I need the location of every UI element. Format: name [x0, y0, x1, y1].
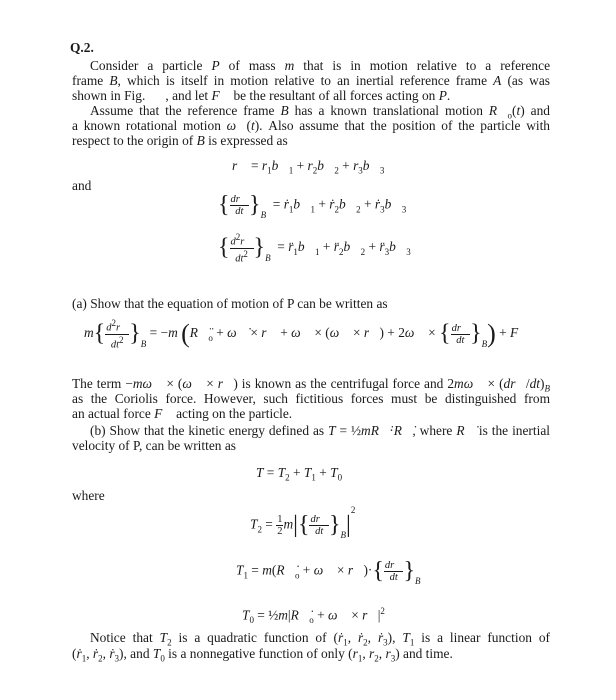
intro-line-1: Consider a particle P of mass m that is in motion relative to a reference: [90, 58, 551, 73]
part-b-line-2: velocity of P, can be written as: [72, 438, 236, 453]
equation-of-motion: m{ $\frac{d^2r⃗}{dt^2}$ }$_B = -m$ ($R⃗̈_o$ + ω⃗̇ × r⃗ + ω⃗ × (ω⃗ × r⃗) + 2ω⃗ × { $\frac{dr⃗}{dt}$ }$_B$) + F⃗: [84, 318, 529, 350]
note-line-1: The term −mω⃗ × (ω⃗ × r⃗) is known as the centrifugal force and 2mω⃗ × $(dr⃗/dt)_B$: [72, 376, 550, 394]
notice-line-2: (ṙ$_1$, ṙ$_2$, ṙ$_3$), and $T_0$ is a nonnegative function of only ($r_1$, $r_2$, $r_3$) and time.: [72, 646, 453, 664]
part-b-line-1: (b) Show that the kinetic energy defined as T = ½mR⃗̇·R⃗̇, where R⃗̇ is the inertial: [90, 423, 550, 438]
acceleration-equation: { $\frac{d^2r⃗}{dt^2}$ }$_B$ = $r̈_1b⃗_1$ + $r̈_2b⃗_2$ + $r̈_3b⃗_3$: [218, 232, 411, 264]
energy-sum-equation: $T = T_2 + T_1 + T_0$: [256, 465, 343, 483]
position-equation: r⃗ = $r_1b⃗_1$ + $r_2b⃗_2$ + $r_3b⃗_3$: [232, 158, 385, 176]
and-word: and: [72, 178, 92, 193]
part-a-prompt: (a) Show that the equation of motion of P can be written as: [72, 296, 388, 311]
notice-line-1: Notice that $T_2$ is a quadratic function of (ṙ$_1$, ṙ$_2$, ṙ$_3$), $T_1$ is a linear function of: [90, 630, 551, 648]
intro-line-6: respect to the origin of B is expressed as: [72, 133, 288, 148]
t1-equation: $T_1$ = $m(R⃗̇_o$ + ω⃗ × r⃗)·{ $\frac{dr⃗}{dt}$ }$_B$: [236, 558, 421, 587]
t2-equation: $T_2$ = $\frac{1}{2}$ m|{ $\frac{dr⃗}{dt}$ }$_B|^2$: [250, 505, 356, 541]
intro-line-4: Assume that the reference frame B has a known translational motion $R⃗_o(t)$ and: [90, 103, 550, 121]
t0-equation: $T_0$ = $\frac{1}{2}m|R⃗̇_o$ + ω⃗ × $r⃗|^2$: [242, 606, 385, 626]
intro-line-3: shown in Fig. , and let F⃗ be the resultant of all forces acting on P.: [72, 88, 451, 103]
intro-line-2: frame B, which is itself in motion relative to an inertial reference frame A (as was: [72, 73, 550, 88]
where-word: where: [72, 488, 105, 503]
note-line-3: an actual force F⃗ acting on the particle.: [72, 406, 293, 421]
intro-line-5: a known rotational motion ω⃗(t). Also assume that the position of the particle with: [72, 118, 550, 133]
note-line-2: as the Coriolis force. However, such fictitious forces must be distinguished from: [72, 391, 550, 406]
question-label: Q.2.: [70, 40, 94, 55]
velocity-equation: { $\frac{dr⃗}{dt}$ }$_B$ = $ṙ_1b⃗_1$ + $ṙ_2b⃗_2$ + $ṙ_3b⃗_3$: [218, 192, 407, 221]
